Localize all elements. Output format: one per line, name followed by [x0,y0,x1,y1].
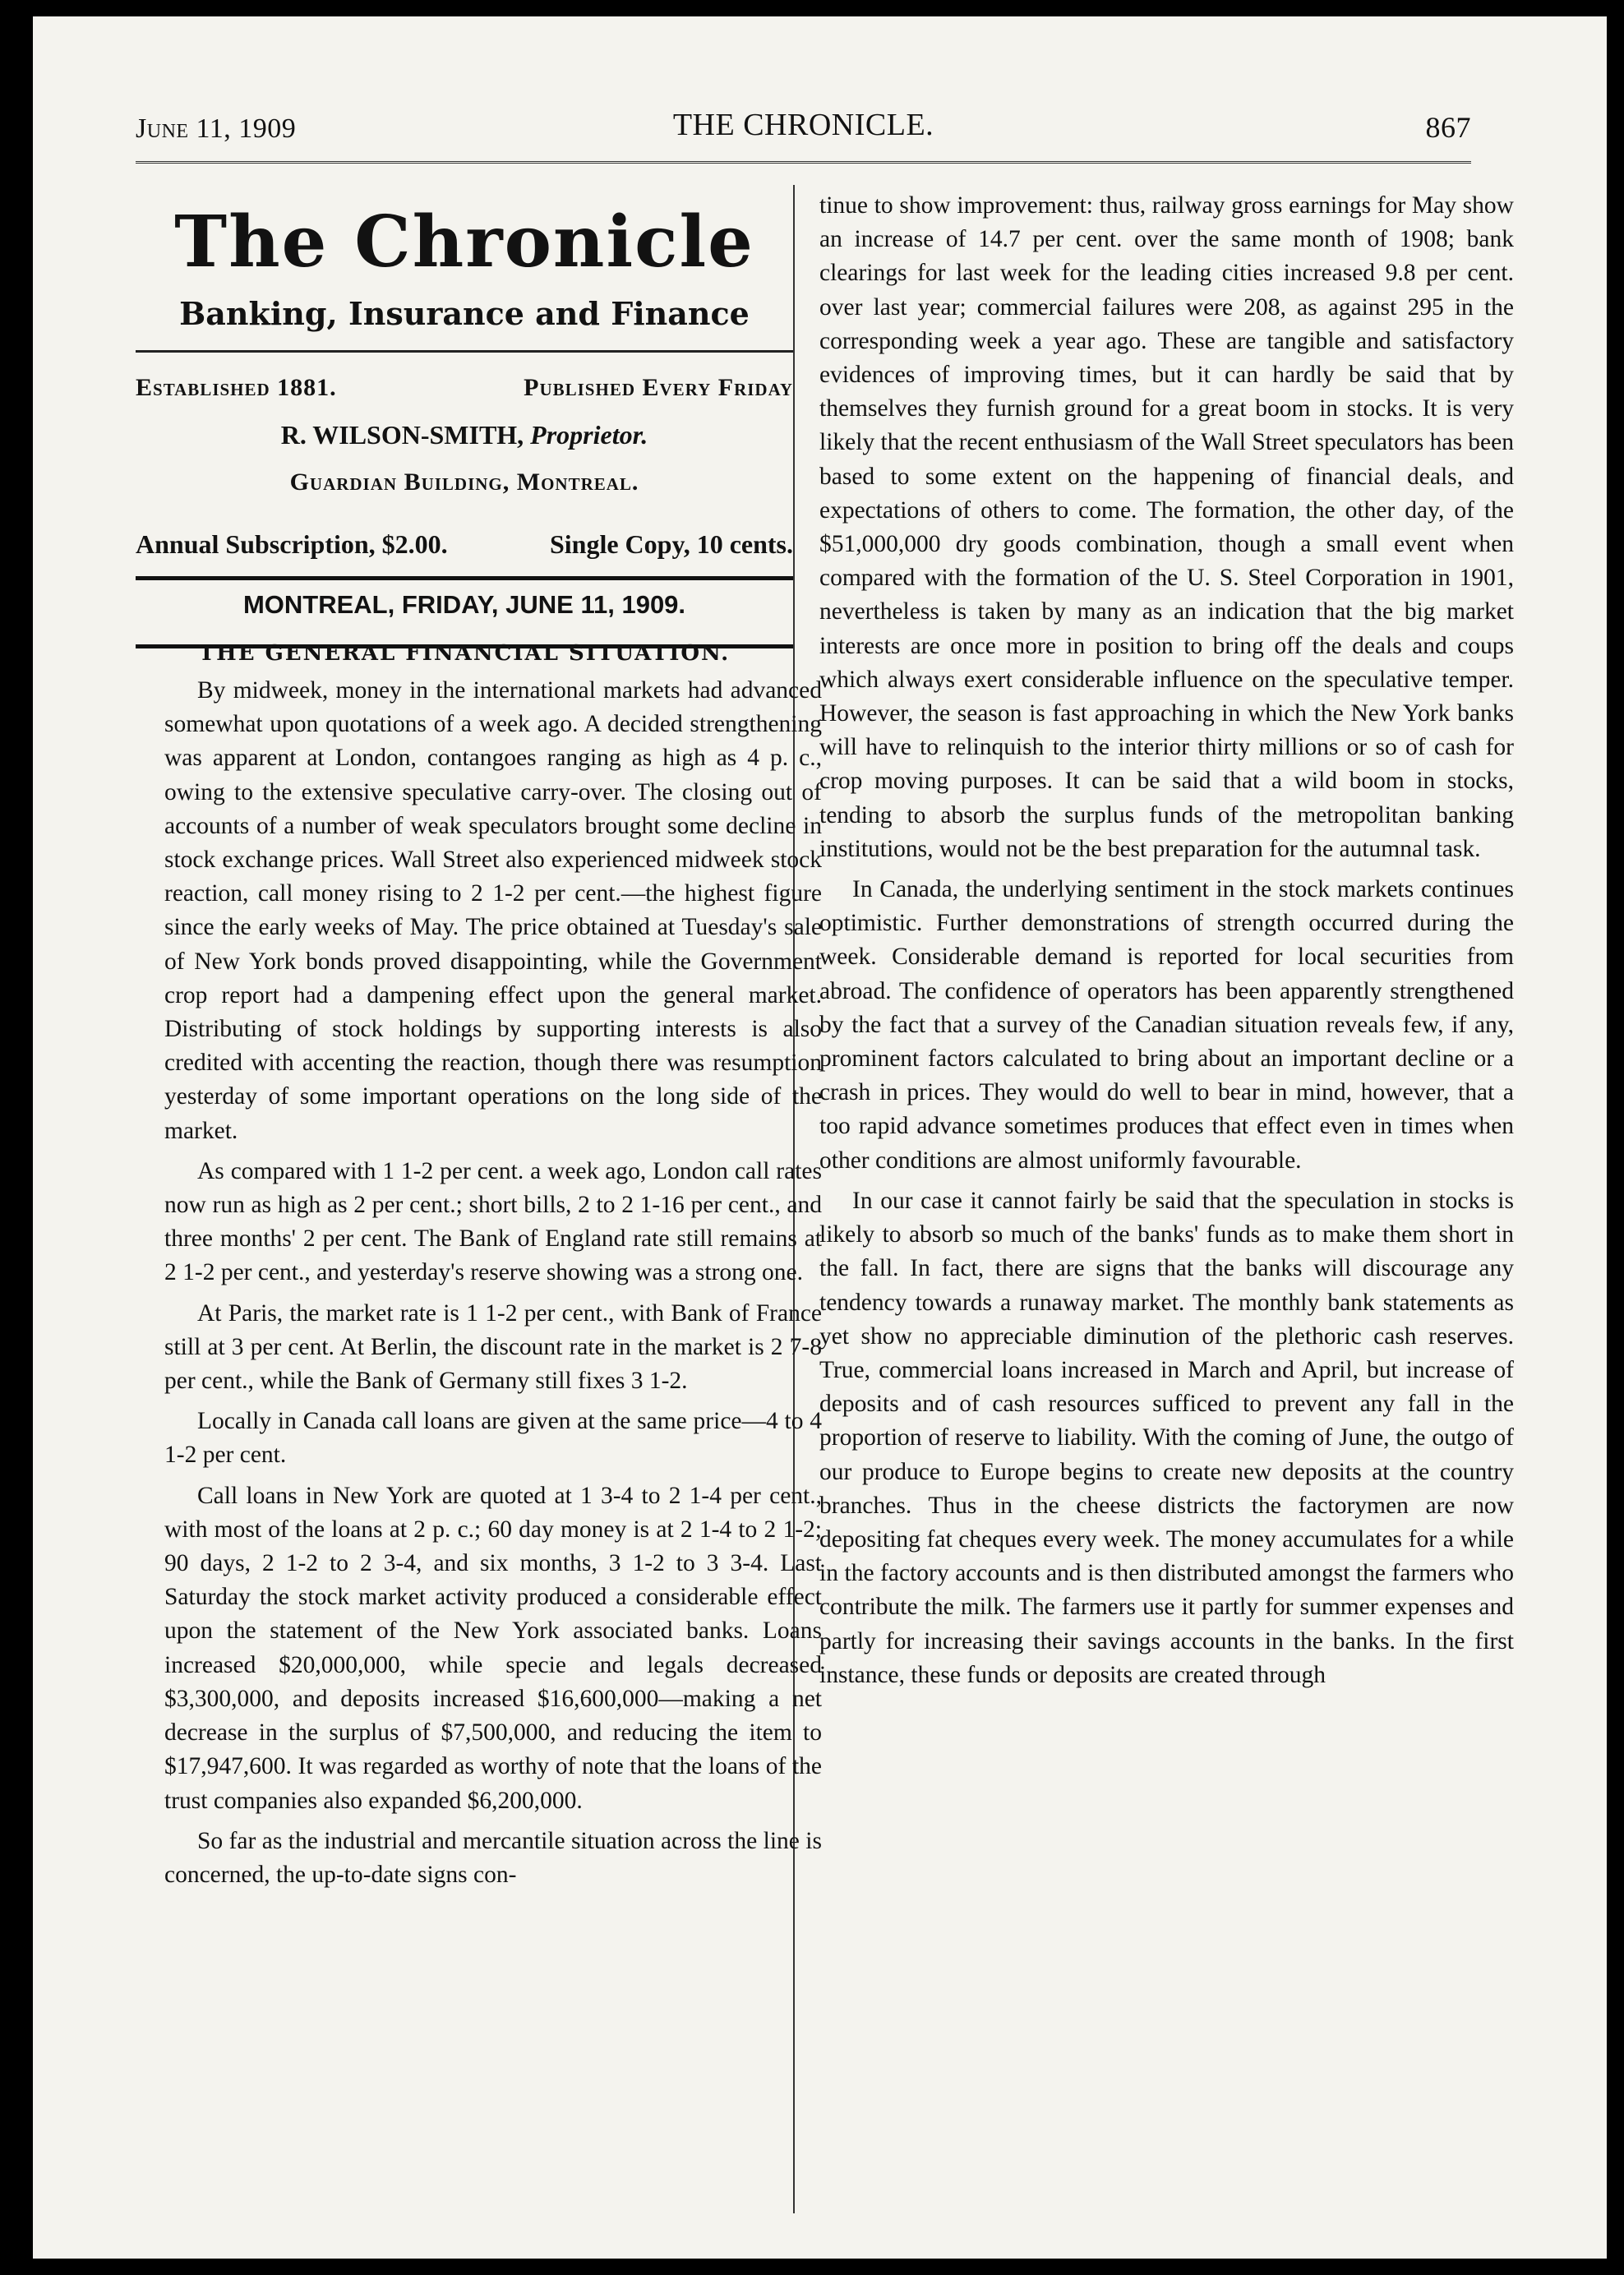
masthead-title: The Chronicle [174,201,754,284]
proprietor-role: Proprietor. [530,420,648,450]
running-header [136,105,1471,148]
masthead-rule [136,350,793,353]
article-paragraph: In Canada, the underlying sentiment in the stock markets continues optimistic. Further demonstrations of strength occurred during the week. Considerable demand is reported for local securities from abroad. The confidence of operators has been apparently strengthened by the fact that a survey of the Canadian situation reveals few, if any, prominent factors calculated to bring about an important decline or a crash in prices. They would do well to bear in mind, however, that a too rapid advance sometimes produces that effect even in times when other conditions are almost uniformly favourable. [819,876,1514,1174]
article-paragraph: So far as the industrial and mercantile situation across the line is concerned, the up-to-date signs con- [164,1827,822,1888]
page-number: 867 [1425,111,1471,144]
newspaper-page [33,16,1607,2259]
masthead-subtitle: Banking, Insurance and Finance [179,295,750,332]
published-label: Published Every Friday [524,374,793,401]
masthead-publication-row [136,374,793,402]
proprietor-name: R. WILSON-SMITH, [280,420,524,450]
article-headline: THE GENERAL FINANCIAL SITUATION. [198,641,731,666]
annual-subscription: Annual Subscription, $2.00. [136,529,448,559]
subscription-row [136,529,793,560]
article-right-column [819,189,1514,1692]
established-label: Established 1881. [136,374,337,401]
article-paragraph: By midweek, money in the international markets had advanced somewhat upon quotations of a week ago. A decided strengthening was apparent at London, contangoes ranging as high as 4 p. c., owing to the extensive speculative carry-over. The closing out of accounts of a number of weak speculators brought some decline in stock exchange prices. Wall Street also experienced midweek stock reaction, call money rising to 2 1-2 per cent.—the highest figure since the early weeks of May. The price obtained at Tuesday's sale of New York bonds proved disappointing, while the Government crop report had a dampening effect upon the general market. Distributing of stock holdings by supporting interests is also credited with accenting the reaction, though there was resumption yesterday of some important operations on the long side of the market. [164,677,822,1144]
header-title: THE CHRONICLE. [672,108,934,142]
article-paragraph: Call loans in New York are quoted at 1 3-4 to 2 1-4 per cent., with most of the loans at 2 p. c.; 60 day money is at 2 1-4 to 2 1-2; 90 days, 2 1-2 to 2 3-4, and six months, 3 1-2 to 3 3-4. Last Saturday the stock market activity produced a considerable effect upon the statement of the New York associated banks. Loans increased $20,000,000, while specie and legals decreased $3,300,000, and deposits increased $16,600,000—making a net decrease in the surplus of $7,500,000, and reducing the item to $17,947,600. It was regarded as worthy of note that the loans of the trust companies also expanded $6,200,000. [164,1482,822,1814]
dateline-rule-top [136,576,793,580]
article-paragraph: Locally in Canada call loans are given at the same price—4 to 4 1-2 per cent. [164,1408,822,1469]
masthead [136,181,793,648]
header-rule [136,161,1471,164]
article-paragraph: As compared with 1 1-2 per cent. a week ago, London call rates now run as high as 2 per cent.; short bills, 2 to 2 1-16 per cent., and three months' 2 per cent. The Bank of England rate still remains at 2 1-2 per cent., and yesterday's reserve showing was a strong one. [164,1157,822,1286]
address-line: Guardian Building, Montreal. [289,468,639,496]
dateline: MONTREAL, FRIDAY, JUNE 11, 1909. [242,590,686,619]
article-paragraph: tinue to show improvement: thus, railway gross earnings for May show an increase of 14.7 per cent. over the same month of 1908; bank clearings for last week for the leading cities increased 9.8 per cent. over last year; commercial failures were 208, as against 295 in the corresponding week a year ago. These are tangible and satisfactory evidences of improving times, but it can hardly be said that by themselves they furnish ground for a great boom in stocks. It is very likely that the recent enthusiasm of the Wall Street speculators has been based to some extent on the happening of financial deals, and expectations of others to come. The formation, the other day, of the $51,000,000 dry goods combination, though a small event when compared with the formation of the U. S. Steel Corporation in 1901, nevertheless is taken by many as an indication that the big market interests are once more in position to bring off the deals and coups which always exert considerable influence on the speculative temper. However, the season is fast approaching in which the New York banks will have to relinquish to the interior thirty millions or so of cash for crop moving purposes. It can be said that a wild boom in stocks, tending to absorb the surplus funds of the metropolitan banking institutions, would not be the best preparation for the autumnal task. [819,192,1514,862]
article-paragraph: In our case it cannot fairly be said that the speculation in stocks is likely to absorb so much of the banks' funds as to make them short in the fall. In fact, there are signs that the banks will discourage any tendency towards a runaway market. The monthly bank statements as yet show no appreciable diminution of the plethoric cash reserves. True, commercial loans increased in March and April, but increase of deposits and of cash resources sufficed to prevent any fall in the proportion of reserve to liability. With the coming of June, the outgo of our produce to Europe begins to create new deposits at the country branches. Thus in the cheese districts the factorymen are now depositing fat cheques every week. The money accumulates for a while in the factory accounts and is then distributed amongst the farmers who contribute the milk. The farmers use it partly for summer expenses and partly for increasing their savings accounts in the banks. In the first instance, these funds or deposits are created through [819,1187,1514,1688]
single-copy-price: Single Copy, 10 cents. [549,529,793,559]
article-paragraph: At Paris, the market rate is 1 1-2 per cent., with Bank of France still at 3 per cent. At Berlin, the discount rate in the market is 2 7-8 per cent., while the Bank of Germany still fixes 3 1-2. [164,1299,822,1395]
article-left-column [164,674,822,1892]
header-date: June 11, 1909 [136,113,297,144]
proprietor-line [136,420,793,450]
